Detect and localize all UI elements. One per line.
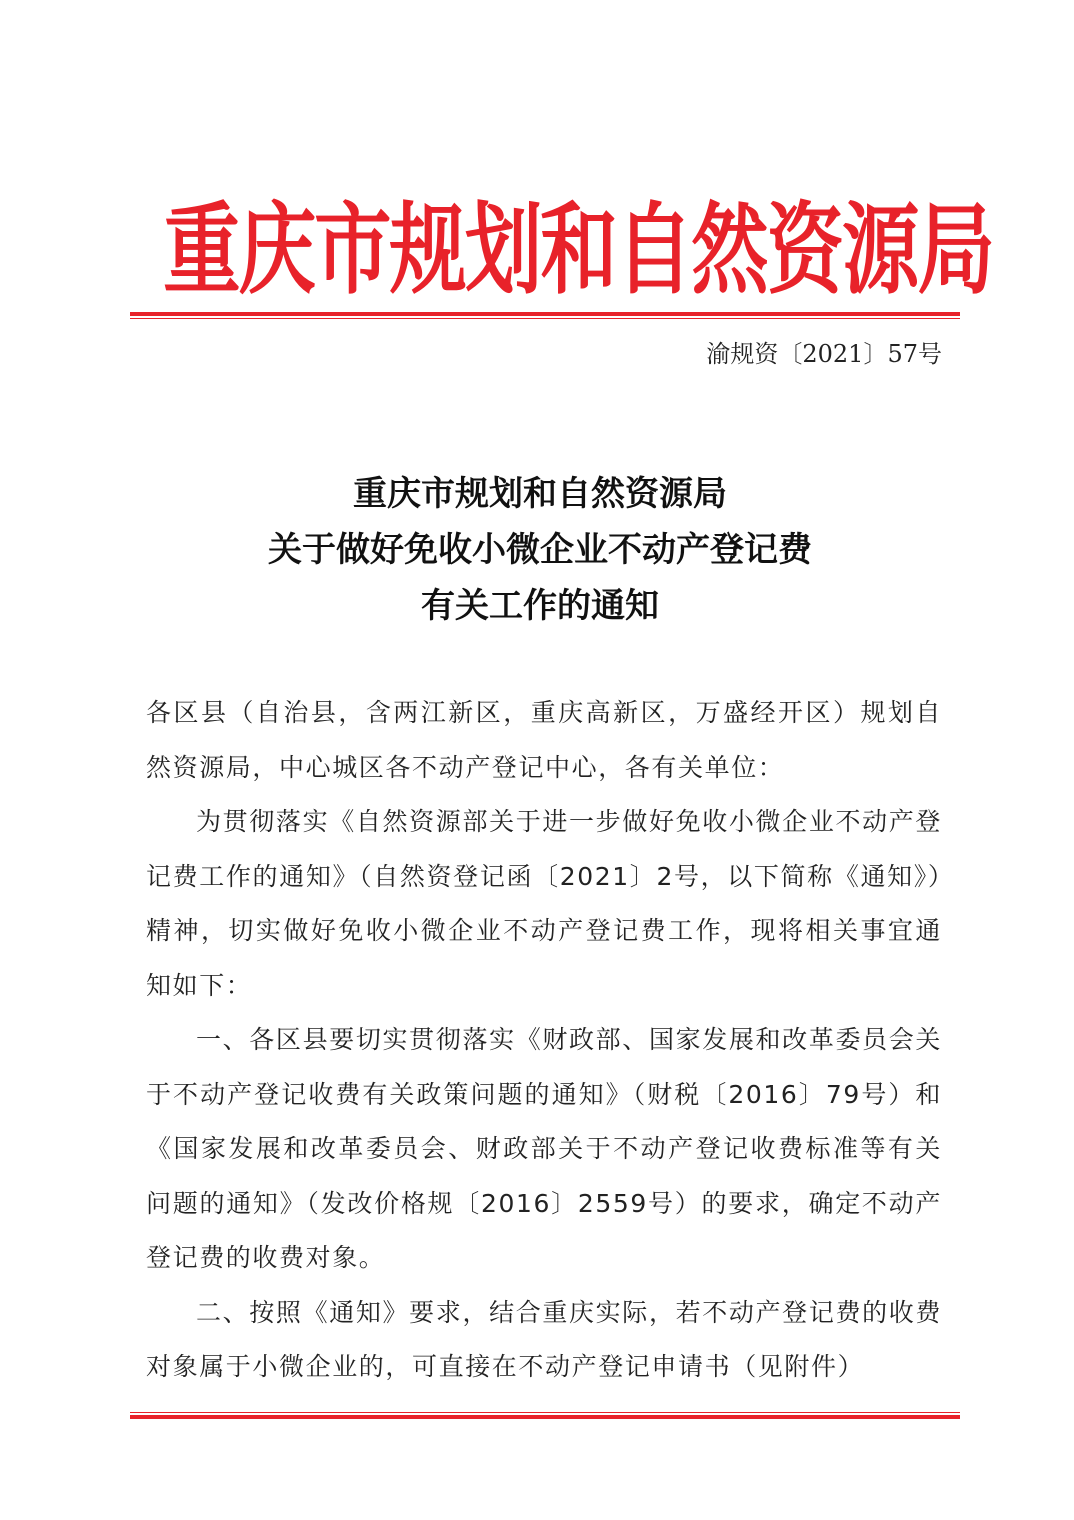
title-line-3: 有关工作的通知 bbox=[421, 586, 659, 626]
document-title bbox=[110, 466, 970, 634]
title-line-1: 重庆市规划和自然资源局 bbox=[353, 474, 727, 514]
body-paragraph-1: 为贯彻落实《自然资源部关于进一步做好免收小微企业不动产登记费工作的通知》（自然资登记函〔2021〕2号，以下简称《通知》）精神，切实做好免收小微企业不动产登记费工作，现将相关事宜通知如下： bbox=[146, 807, 942, 1000]
red-header-rule bbox=[130, 312, 960, 319]
document-number: 渝规资〔2021〕57号 bbox=[706, 340, 942, 368]
title-line-2: 关于做好免收小微企业不动产登记费 bbox=[268, 530, 812, 570]
body-paragraph-2: 一、各区县要切实贯彻落实《财政部、国家发展和改革委员会关于不动产登记收费有关政策问题的通知》（财税〔2016〕79号）和《国家发展和改革委员会、财政部关于不动产登记收费标准等有关问题的通知》（发改价格规〔2016〕2559号）的要求，确定不动产登记费的收费对象。 bbox=[146, 1025, 942, 1272]
addressee-paragraph: 各区县（自治县，含两江新区，重庆高新区，万盛经开区）规划自然资源局，中心城区各不动产登记中心，各有关单位： bbox=[146, 698, 942, 782]
body-paragraph-3: 二、按照《通知》要求，结合重庆实际，若不动产登记费的收费对象属于小微企业的，可直接在不动产登记申请书（见附件） bbox=[146, 1297, 942, 1381]
document-body bbox=[146, 686, 942, 1395]
issuer-masthead: 重庆市规划和自然资源局 bbox=[163, 192, 994, 308]
red-footer-rule bbox=[130, 1412, 960, 1419]
